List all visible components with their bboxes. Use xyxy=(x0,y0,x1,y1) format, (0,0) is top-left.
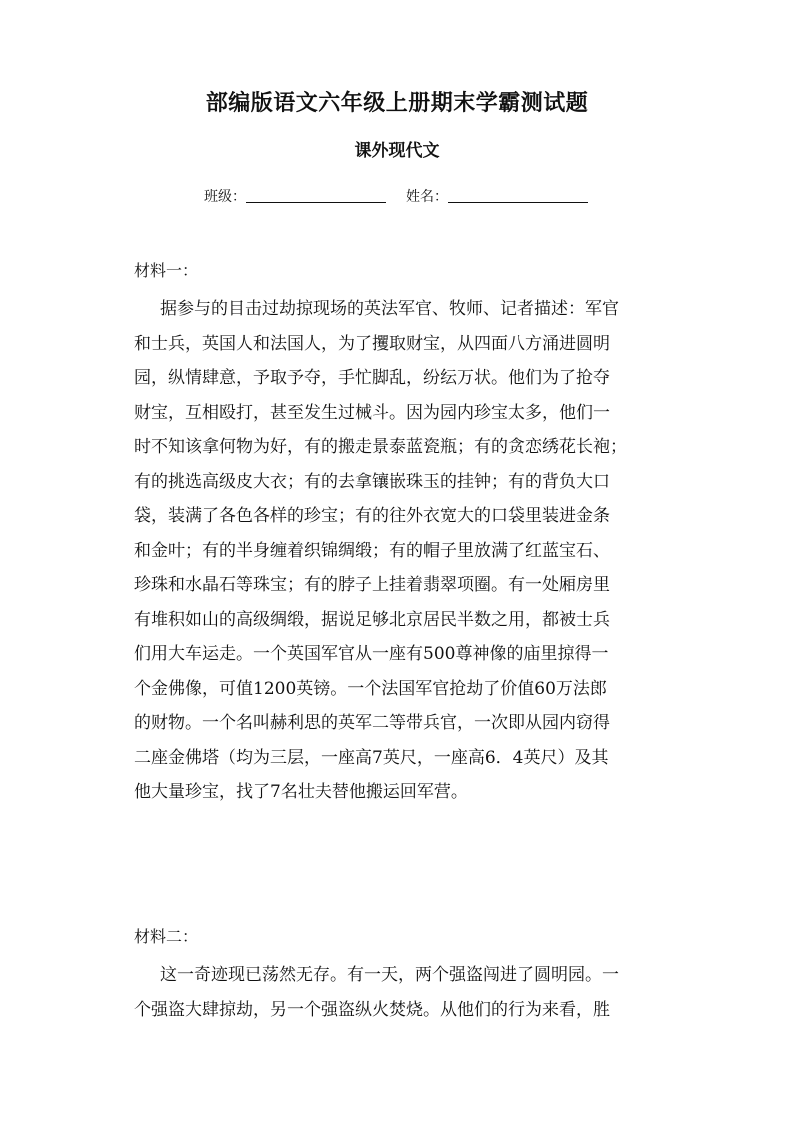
paragraph-line: 和金叶；有的半身缠着织锦绸缎；有的帽子里放满了红蓝宝石、 xyxy=(134,540,610,561)
paragraph-line: 袋，装满了各色各样的珍宝；有的往外衣宽大的口袋里装进金条 xyxy=(134,506,610,526)
class-label: 班级： xyxy=(204,189,246,205)
material-1-label: 材料一： xyxy=(134,261,199,280)
paragraph-line: 个强盗大肆掠劫，另一个强盗纵火焚烧。从他们的行为来看，胜 xyxy=(134,999,610,1020)
page-title: 部编版语文六年级上册期末学霸测试题 xyxy=(205,90,589,116)
paragraph-line: 他大量珍宝，找了7名壮夫替他搬运回军营。 xyxy=(134,782,468,802)
paragraph-line: 据参与的目击过劫掠现场的英法军官、牧师、记者描述：军官 xyxy=(160,299,619,319)
name-blank-field[interactable] xyxy=(448,201,588,203)
paragraph-line: 珍珠和水晶石等珠宝；有的脖子上挂着翡翠项圈。有一处厢房里 xyxy=(134,575,610,595)
paragraph-line: 有的挑选高级皮大衣；有的去拿镶嵌珠玉的挂钟；有的背负大口 xyxy=(134,471,610,492)
paragraph-line: 个金佛像，可值1200英镑。一个法国军官抢劫了价值60万法郎 xyxy=(134,678,607,699)
material-1-paragraph xyxy=(134,292,674,810)
material-2-paragraph xyxy=(134,958,674,1027)
paragraph-line: 这一奇迹现已荡然无存。有一天，两个强盗闯进了圆明园。一 xyxy=(160,965,619,985)
paragraph-line: 园，纵情肆意，予取予夺，手忙脚乱，纷纭万状。他们为了抢夺 xyxy=(134,368,610,388)
student-info-row xyxy=(204,186,588,206)
paragraph-line: 二座金佛塔（均为三层，一座高7英尺，一座高6．4英尺）及其 xyxy=(134,747,609,768)
paragraph-line: 的财物。一个名叫赫利思的英军二等带兵官，一次即从园内窃得 xyxy=(134,713,610,733)
paragraph-line: 财宝，互相殴打，甚至发生过械斗。因为园内珍宝太多，他们一 xyxy=(134,402,610,423)
paragraph-line: 有堆积如山的高级绸缎，据说足够北京居民半数之用，都被士兵 xyxy=(134,609,610,630)
paragraph-line: 时不知该拿何物为好，有的搬走景泰蓝瓷瓶；有的贪恋绣花长袍； xyxy=(134,437,627,457)
paragraph-line: 和士兵，英国人和法国人，为了攫取财宝，从四面八方涌进圆明 xyxy=(134,333,610,354)
paragraph-line: 们用大车运走。一个英国军官从一座有500尊神像的庙里掠得一 xyxy=(134,644,609,664)
page-subtitle: 课外现代文 xyxy=(354,141,440,161)
class-blank-field[interactable] xyxy=(246,201,386,203)
material-2-label: 材料二： xyxy=(134,927,199,946)
name-label: 姓名： xyxy=(406,189,448,205)
